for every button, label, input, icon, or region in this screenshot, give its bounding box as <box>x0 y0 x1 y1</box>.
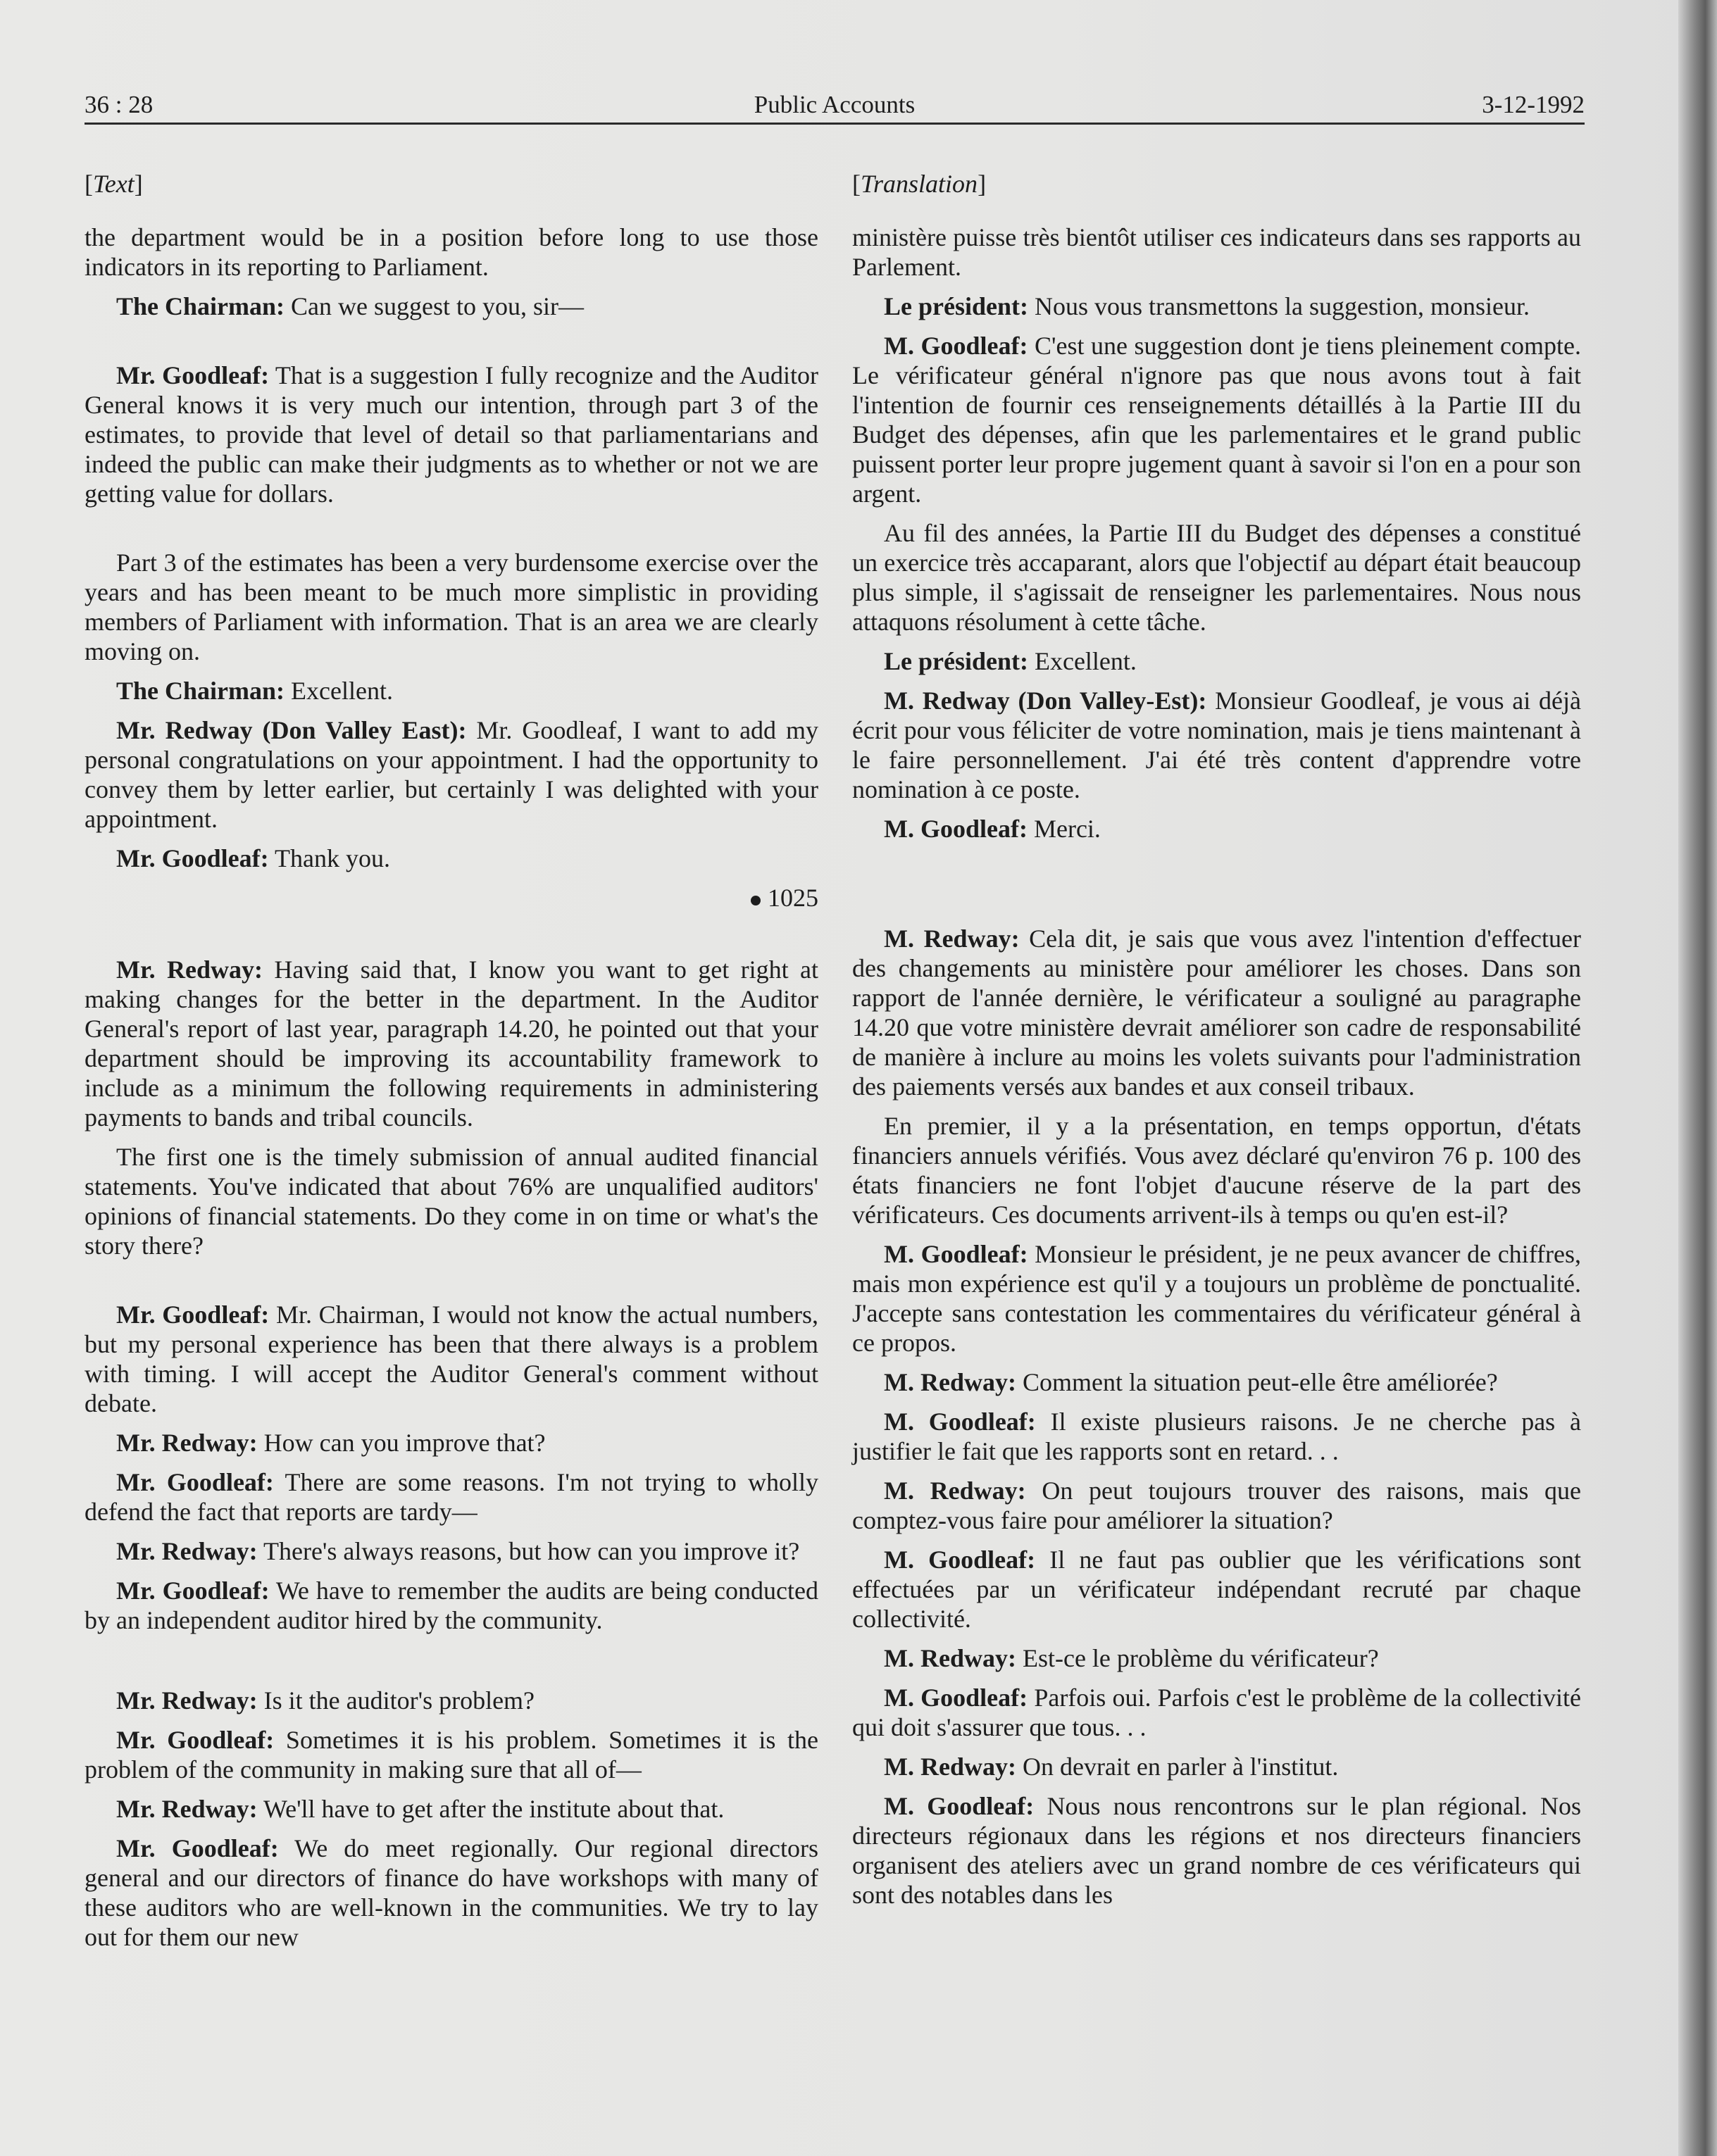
paragraph: Le président: Excellent. <box>884 647 1137 675</box>
publication-title: Public Accounts <box>754 91 916 118</box>
speaker-label: Le président: <box>884 647 1028 675</box>
page-header <box>85 87 1585 125</box>
paragraph: Mr. Redway: We'll have to get after the institute about that. <box>116 1795 725 1823</box>
paragraph: En premier, il y a la présentation, en temps opportun, d'états financiers annuels vérifiés. Vous avez déclaré qu'environ 76 p. 100 des états financiers ne font l'objet d'aucune réserve de la part des vérificateurs. Ces documents arrivent-ils à temps ou qu'en est-il? <box>852 1112 1581 1229</box>
speaker-label: M. Goodleaf: <box>884 1684 1028 1712</box>
english-column <box>85 169 818 1962</box>
speaker-label: Mr. Redway: <box>116 1686 258 1715</box>
paragraph: Mr. Goodleaf: Mr. Chairman, I would not know the actual numbers, but my personal experience has been that there always is a problem with timing. I will accept the Auditor General's comment without debate. <box>85 1301 819 1417</box>
paragraph: The Chairman: Can we suggest to you, sir— <box>116 292 584 320</box>
speaker-label: Mr. Redway: <box>116 1537 258 1565</box>
paragraph: Mr. Goodleaf: There are some reasons. I'm not trying to wholly defend the fact that reports are tardy— <box>85 1468 818 1526</box>
speaker-label: Mr. Goodleaf: <box>116 361 270 389</box>
paragraph: M. Goodleaf: Merci. <box>884 815 1101 843</box>
paragraph: The Chairman: Excellent. <box>116 677 393 705</box>
paragraph: Mr. Goodleaf: Sometimes it is his problem. Sometimes it is the problem of the community in making sure that all of— <box>85 1726 818 1784</box>
speaker-label: Mr. Goodleaf: <box>116 1726 275 1754</box>
paragraph: the department would be in a position before long to use those indicators in its reporting to Parliament. <box>85 223 818 281</box>
paragraph: M. Goodleaf: Il ne faut pas oublier que les vérifications sont effectuées par un vérificateur indépendant recruté par chaque collectivité. <box>852 1546 1581 1633</box>
speaker-label: M. Redway: <box>884 1368 1016 1396</box>
speaker-label: M. Redway: <box>884 1753 1016 1781</box>
session-date: 3-12-1992 <box>1482 91 1585 118</box>
speaker-label: Mr. Goodleaf: <box>116 1301 270 1329</box>
speaker-label: M. Redway: <box>884 1477 1026 1505</box>
paragraph: M. Goodleaf: C'est une suggestion dont je tiens pleinement compte. Le vérificateur général n'ignore pas que nous avons tout à fait l'intention de fournir ces renseignements détaillés à la Partie III du Budget des dépenses, afin que les parlementaires et le grand public puissent porter leur propre jugement quant à savoir si l'on en a pour son argent. <box>852 332 1581 508</box>
speaker-label: Mr. Goodleaf: <box>116 1468 274 1496</box>
speaker-label: The Chairman: <box>116 677 285 705</box>
speaker-label: Mr. Redway (Don Valley East): <box>116 716 467 744</box>
paragraph: Mr. Redway: How can you improve that? <box>116 1429 546 1457</box>
speaker-label: The Chairman: <box>116 292 285 320</box>
paragraph: Mr. Redway: There's always reasons, but how can you improve it? <box>116 1537 800 1565</box>
column-tag-text: [Text] <box>85 170 143 198</box>
speaker-label: M. Goodleaf: <box>884 815 1028 843</box>
paragraph: Au fil des années, la Partie III du Budget des dépenses a constitué un exercice très accaparant, alors que l'objectif au départ était beaucoup plus simple, il s'agissait de renseigner les parlementaires. Nous nous attaquons résolument à cette tâche. <box>852 519 1581 636</box>
speaker-label: Le président: <box>884 292 1028 320</box>
paragraph: M. Goodleaf: Monsieur le président, je ne peux avancer de chiffres, mais mon expérience est qu'il y a toujours un problème de ponctualité. J'accepte sans contestation les commentaires du vérificateur général à ce propos. <box>852 1240 1581 1357</box>
paragraph: M. Redway: On devrait en parler à l'institut. <box>884 1753 1339 1781</box>
paragraph: M. Redway: Est-ce le problème du vérificateur? <box>884 1644 1379 1672</box>
speaker-label: Mr. Goodleaf: <box>116 1834 279 1862</box>
speaker-label: Mr. Goodleaf: <box>116 844 269 872</box>
paragraph: Mr. Goodleaf: That is a suggestion I fully recognize and the Auditor General knows it is very much our intention, through part 3 of the estimates, to provide that level of detail so that parliamentarians and indeed the public can make their judgments as to whether or not we are getting value for dollars. <box>85 361 818 508</box>
speaker-label: Mr. Redway: <box>116 1429 258 1457</box>
speaker-label: M. Redway: <box>884 925 1020 953</box>
paragraph: M. Goodleaf: Nous nous rencontrons sur le plan régional. Nos directeurs régionaux dans les régions et nos directeurs financiers organisent des ateliers avec un grand nombre de ces vérificateurs qui sont des notables dans les <box>852 1792 1581 1909</box>
speaker-label: Mr. Redway: <box>116 955 263 984</box>
speaker-label: M. Goodleaf: <box>884 1546 1036 1574</box>
paragraph: M. Redway: Comment la situation peut-elle être améliorée? <box>884 1368 1498 1396</box>
speaker-label: M. Redway (Don Valley-Est): <box>884 687 1207 715</box>
paragraph: Le président: Nous vous transmettons la suggestion, monsieur. <box>884 292 1530 320</box>
time-marker: 1025 <box>85 883 818 913</box>
paragraph: Part 3 of the estimates has been a very burdensome exercise over the years and has been meant to be much more simplistic in providing members of Parliament with information. That is an area we are clearly moving on. <box>85 549 818 665</box>
paragraph: Mr. Goodleaf: Thank you. <box>116 844 390 872</box>
speaker-label: M. Redway: <box>884 1644 1016 1672</box>
paragraph: The first one is the timely submission of annual audited financial statements. You've indicated that about 76% are unqualified auditors' opinions of financial statements. Do they come in on time or what's the story there? <box>85 1143 818 1260</box>
bullet-icon <box>751 896 761 905</box>
speaker-label: M. Goodleaf: <box>884 1408 1036 1436</box>
paragraph: Mr. Goodleaf: We do meet regionally. Our regional directors general and our directors of finance do have workshops with many of these auditors who are well-known in the communities. We try to lay out for them our new <box>85 1834 818 1951</box>
speaker-label: Mr. Goodleaf: <box>116 1577 270 1605</box>
speaker-label: Mr. Redway: <box>116 1795 258 1823</box>
column-tag-translation: [Translation] <box>852 170 987 198</box>
paragraph: ministère puisse très bientôt utiliser ces indicateurs dans ses rapports au Parlement. <box>852 223 1581 281</box>
speaker-label: M. Goodleaf: <box>884 1792 1035 1820</box>
paragraph: Mr. Redway: Having said that, I know you want to get right at making changes for the better in the department. In the Auditor General's report of last year, paragraph 14.20, he pointed out that your department should be improving its accountability framework to include as a minimum the following requirements in administering payments to bands and tribal councils. <box>85 955 818 1132</box>
paragraph: M. Redway: Cela dit, je sais que vous avez l'intention d'effectuer des changements au ministère pour améliorer les choses. Dans son rapport de l'année dernière, le vérificateur a souligné au paragraphe 14.20 que votre ministère devrait améliorer son cadre de responsabilité de manière à inclure au moins les volets suivants pour l'administration des paiements versés aux bandes et aux conseil tribaux. <box>852 925 1581 1101</box>
paragraph: Mr. Redway (Don Valley East): Mr. Goodleaf, I want to add my personal congratulations on your appointment. I had the opportunity to convey them by letter earlier, but certainly I was delighted with your appointment. <box>85 716 819 833</box>
paragraph: M. Redway: On peut toujours trouver des raisons, mais que comptez-vous faire pour améliorer la situation? <box>852 1477 1581 1534</box>
french-column <box>852 169 1581 1919</box>
page-number: 36 : 28 <box>85 91 154 118</box>
paragraph: M. Goodleaf: Il existe plusieurs raisons. Je ne cherche pas à justifier le fait que les rapports sont en retard. . . <box>852 1408 1581 1465</box>
paragraph: Mr. Goodleaf: We have to remember the audits are being conducted by an independent auditor hired by the community. <box>85 1577 818 1634</box>
paragraph: Mr. Redway: Is it the auditor's problem? <box>116 1686 535 1715</box>
speaker-label: M. Goodleaf: <box>884 1240 1028 1268</box>
paragraph: M. Redway (Don Valley-Est): Monsieur Goodleaf, je vous ai déjà écrit pour vous féliciter de votre nomination, mais je tiens maintenant à le faire personnellement. J'ai été très content d'apprendre votre nomination à ce poste. <box>852 687 1581 803</box>
paragraph: M. Goodleaf: Parfois oui. Parfois c'est le problème de la collectivité qui doit s'assurer que tous. . . <box>852 1684 1581 1741</box>
speaker-label: M. Goodleaf: <box>884 332 1028 360</box>
binding-edge-shadow <box>1678 0 1717 2156</box>
